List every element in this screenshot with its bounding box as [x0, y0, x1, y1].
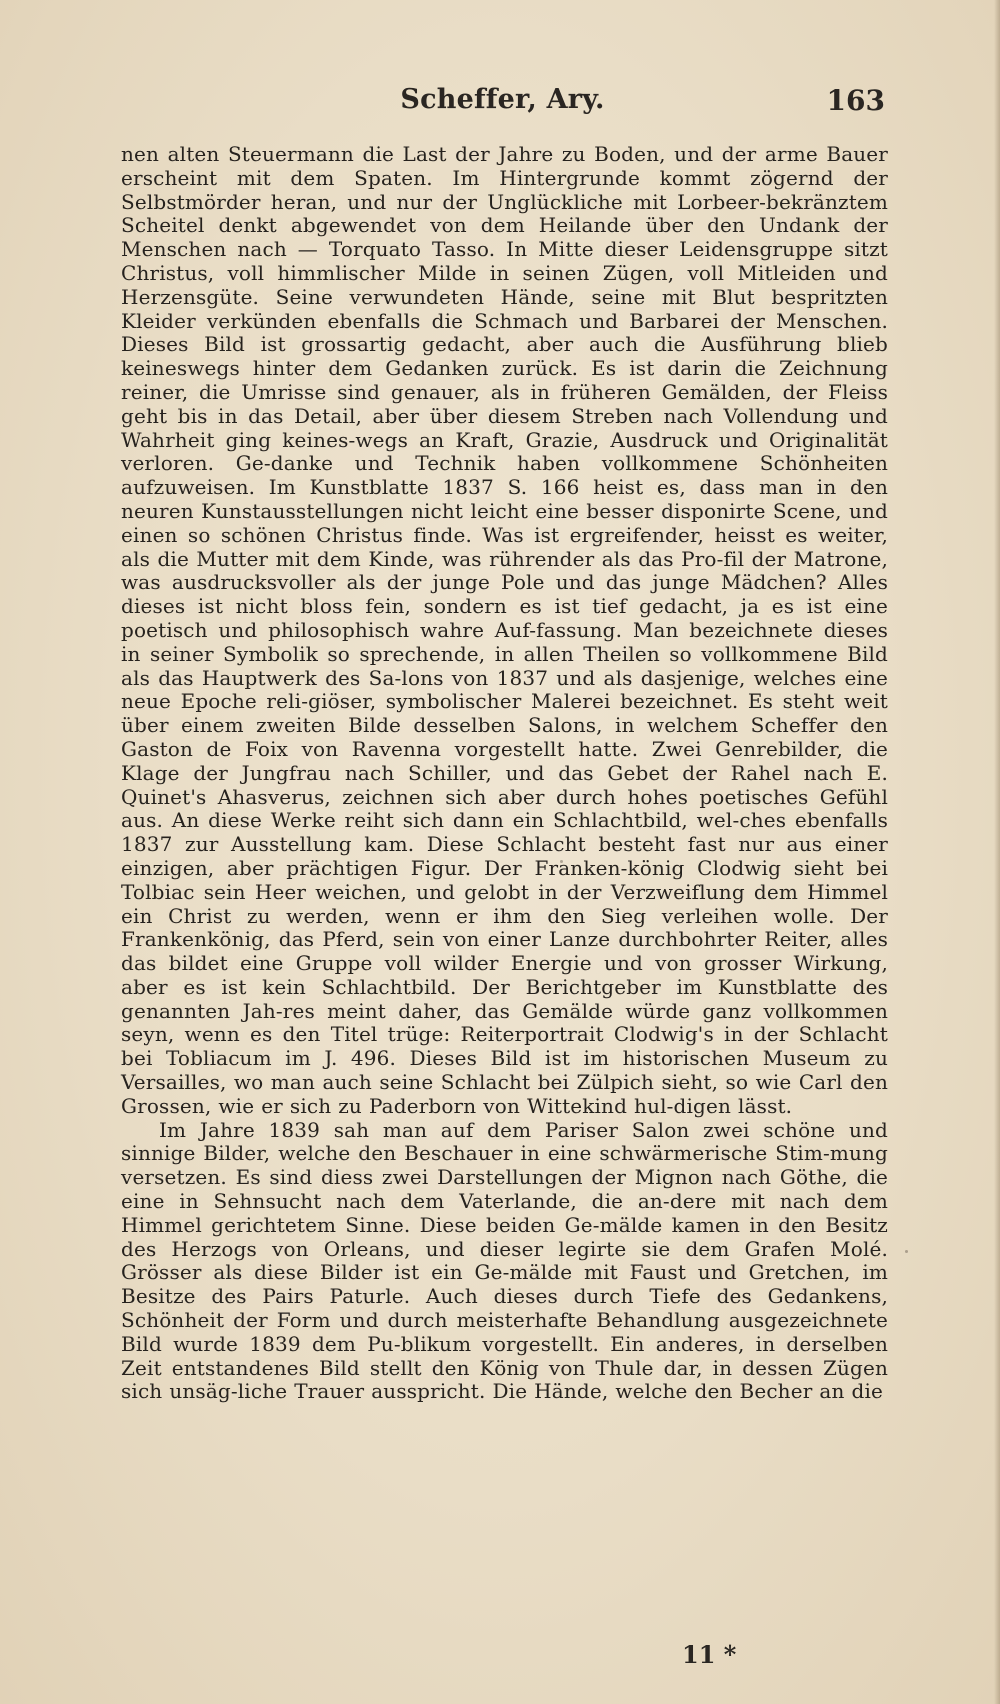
- running-title: Scheffer, Ary.: [400, 84, 605, 115]
- page-edge-shadow: [994, 0, 1000, 1704]
- paper-speck: [905, 1250, 908, 1253]
- paper-speck: [612, 1275, 615, 1278]
- page-number: 163: [826, 84, 885, 117]
- paragraph-1839-salon: Im Jahre 1839 sah man auf dem Pariser Salon zwei schöne und sinnige Bilder, welche den Beschauer in eine schwärmerische Stim-mung versetzen. Es sind diess zwei Darstellungen der Mignon nach Göthe, die eine in Sehnsucht nach dem Vaterlande, die an-dere mit nach dem Himmel gerichtetem Sinne. Diese beiden Ge-mälde kamen in den Besitz des Herzogs von Orleans, und dieser legirte sie dem Grafen Molé. Grösser als diese Bilder ist ein Ge-mälde mit Faust und Gretchen, im Besitze des Pairs Paturle. Auch dieses durch Tiefe des Gedankens, Schönheit der Form und durch meisterhafte Behandlung ausgezeichnete Bild wurde 1839 dem Pu-blikum vorgestellt. Ein anderes, in derselben Zeit entstandenes Bild stellt den König von Thule dar, in dessen Zügen sich unsäg-liche Trauer ausspricht. Die Hände, welche den Becher an die: [121, 1117, 888, 1404]
- paragraph-continued: nen alten Steuermann die Last der Jahre zu Boden, und der arme Bauer erscheint mit dem Spaten. Im Hintergrunde kommt zögernd der Selbstmörder heran, und nur der Unglückliche mit Lorbeer-bekränztem Scheitel denkt abgewendet von dem Heilande über den Undank der Menschen nach — Torquato Tasso. In Mitte dieser Leidensgruppe sitzt Christus, voll himmlischer Milde in seinen Zügen, voll Mitleiden und Herzensgüte. Seine verwundeten Hände, seine mit Blut bespritzten Kleider verkünden ebenfalls die Schmach und Barbarei der Menschen. Dieses Bild ist grossartig gedacht, aber auch die Ausführung blieb keineswegs hinter dem Gedanken zurück. Es ist darin die Zeichnung reiner, die Umrisse sind genauer, als in früheren Gemälden, der Fleiss geht bis in das Detail, aber über diesem Streben nach Vollendung und Wahrheit ging keines-wegs an Kraft, Grazie, Ausdruck und Originalität verloren. Ge-danke und Technik haben vollkommene Schönheiten aufzuweisen. Im Kunstblatte 1837 S. 166 heist es, dass man in den neuren Kunstausstellungen nicht leicht eine besser disponirte Scene, und einen so schönen Christus finde. Was ist ergreifender, heisst es weiter, als die Mutter mit dem Kinde, was rührender als das Pro-fil der Matrone, was ausdrucksvoller als der junge Pole und das junge Mädchen? Alles dieses ist nicht bloss fein, sondern es ist tief gedacht, ja es ist eine poetisch und philosophisch wahre Auf-fassung. Man bezeichnete dieses in seiner Symbolik so sprechende, in allen Theilen so vollkommene Bild als das Hauptwerk des Sa-lons von 1837 und als dasjenige, welches eine neue Epoche reli-giöser, symbolischer Malerei bezeichnet. Es steht weit über einem zweiten Bilde desselben Salons, in welchem Scheffer den Gaston de Foix von Ravenna vorgestellt hatte. Zwei Genrebilder, die Klage der Jungfrau nach Schiller, und das Gebet der Rahel nach E. Quinet's Ahasverus, zeichnen sich aber durch hohes poetisches Gefühl aus. An diese Werke reiht sich dann ein Schlachtbild, wel-ches ebenfalls 1837 zur Ausstellung kam. Diese Schlacht besteht fast nur aus einer einzigen, aber prächtigen Figur. Der Franken-könig Clodwig sieht bei Tolbiac sein Heer weichen, und gelobt in der Verzweiflung dem Himmel ein Christ zu werden, wenn er ihm den Sieg verleihen wolle. Der Frankenkönig, das Pferd, sein von einer Lanze durchbohrter Reiter, alles das bildet eine Gruppe voll wilder Energie und von grosser Wirkung, aber es ist kein Schlachtbild. Der Berichtgeber im Kunstblatte des genannten Jah-res meint daher, das Gemälde würde ganz vollkommen seyn, wenn es den Titel trüge: Reiterportrait Clodwig's in der Schlacht bei Tobliacum im J. 496. Dieses Bild ist im historischen Museum zu Versailles, wo man auch seine Schlacht bei Zülpich sieht, so wie Carl den Grossen, wie er sich zu Paderborn von Wittekind hul-digen lässt.: [121, 142, 888, 1118]
- printer-signature-mark: 11 *: [682, 1640, 737, 1669]
- page-header: [120, 84, 885, 124]
- body-text: [121, 143, 888, 1404]
- paper-speck: [560, 860, 563, 863]
